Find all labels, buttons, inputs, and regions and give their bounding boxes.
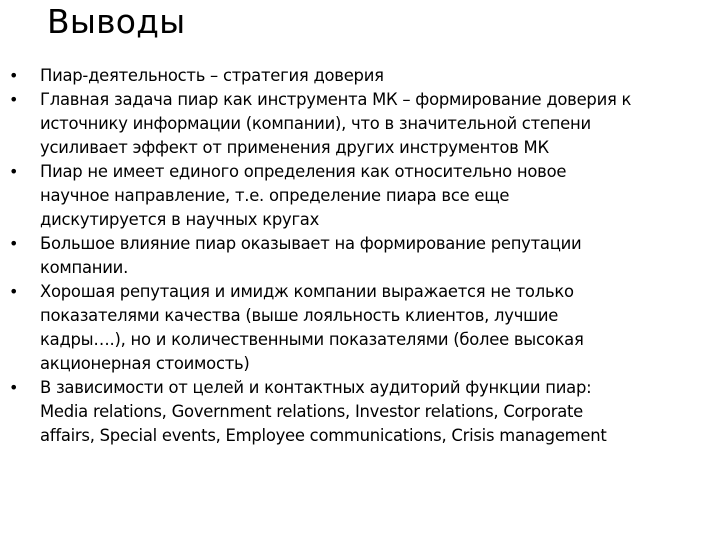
bullet-item-1 [0, 64, 720, 88]
bullet-text-line: Media relations, Government relations, Investor relations, Corporate [40, 402, 584, 421]
bullet-text-line: Пиар не имеет единого определения как относительно новое [40, 162, 567, 181]
bullet-dot-icon: • [9, 90, 19, 109]
bullet-item-5 [0, 280, 720, 376]
bullet-text-line: Большое влияние пиар оказывает на формирование репутации [40, 234, 582, 253]
bullet-dot-icon: • [9, 282, 19, 301]
bullet-text-line: Главная задача пиар как инструмента МК – формирование доверия к [40, 90, 632, 109]
bullet-text-line: усиливает эффект от применения других инструментов МК [40, 138, 549, 157]
bullet-item-6 [0, 376, 720, 448]
bullet-text-line: научное направление, т.е. определение пиара все еще [40, 186, 510, 205]
bullet-text-line: Пиар-деятельность – стратегия доверия [40, 66, 384, 85]
slide-title: Выводы [47, 2, 186, 41]
bullet-text-line: кадры….), но и количественными показателями (более высокая [40, 330, 584, 349]
bullet-dot-icon: • [9, 378, 19, 397]
bullet-dot-icon: • [9, 234, 19, 253]
bullet-text-line: компании. [40, 258, 129, 277]
bullet-text-line: affairs, Special events, Employee communications, Crisis management [40, 426, 607, 445]
bullet-text-line: дискутируется в научных кругах [40, 210, 320, 229]
bullet-text-line: показателями качества (выше лояльность клиентов, лучшие [40, 306, 559, 325]
bullet-dot-icon: • [9, 66, 19, 85]
bullet-text-line: В зависимости от целей и контактных аудиторий функции пиар: [40, 378, 592, 397]
bullet-item-2 [0, 88, 720, 160]
bullet-item-3 [0, 160, 720, 232]
bullet-text-line: источнику информации (компании), что в значительной степени [40, 114, 591, 133]
bullet-item-4 [0, 232, 720, 280]
bullet-dot-icon: • [9, 162, 19, 181]
bullet-text-line: Хорошая репутация и имидж компании выражается не только [40, 282, 574, 301]
bullet-text-line: акционерная стоимость) [40, 354, 250, 373]
bullet-list [0, 64, 720, 448]
